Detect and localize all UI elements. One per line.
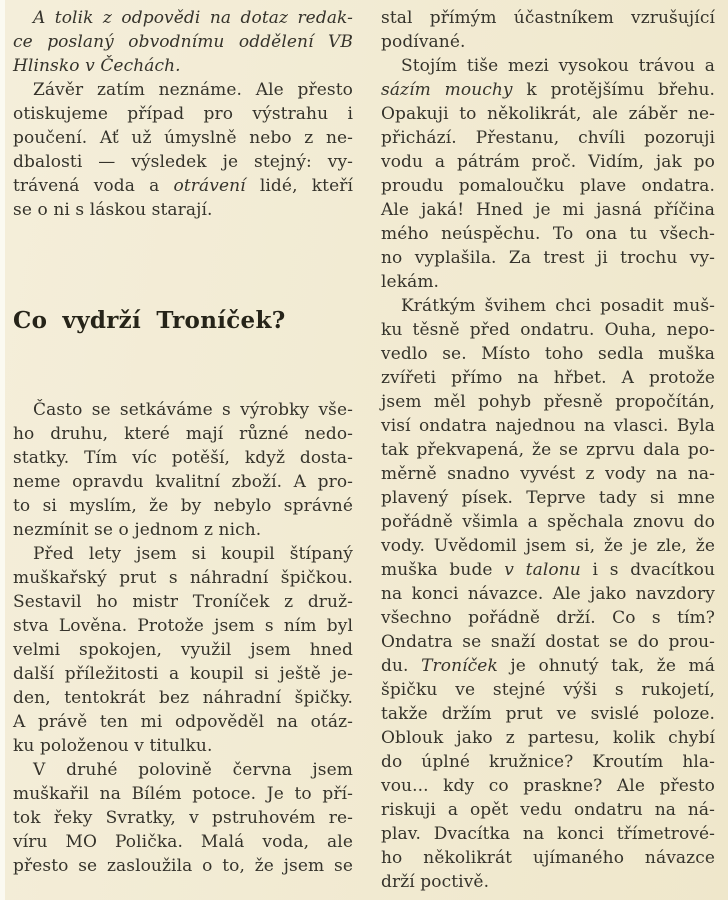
text-line: další příležitosti a koupil si ještě je- [13, 664, 353, 684]
text-line: Hlinsko v Čechách. [13, 56, 181, 76]
text-line: ho několikrát ujímaného návazce [381, 848, 715, 868]
text-line: vou... kdy co praskne? Ale přesto [381, 776, 715, 796]
paragraph [13, 758, 353, 878]
text-line: nezmínit se o jednom z nich. [13, 520, 262, 540]
text-line: do úplné kružnice? Kroutím hla- [381, 752, 715, 772]
paragraph [381, 54, 715, 294]
text-line: podívané. [381, 32, 466, 52]
text-line: muška bude v talonu i s dvacítkou [381, 560, 715, 580]
text-line: Ondatra se snaží dostat se do prou- [381, 632, 715, 652]
text-line: Stojím tiše mezi vysokou trávou a [401, 56, 715, 76]
text-line: dbalosti — výsledek je stejný: vy- [13, 152, 353, 172]
text-line: přesto se zasloužila o to, že jsem se [13, 856, 353, 876]
text-line: se o ni s láskou starají. [13, 200, 213, 220]
paragraph [13, 542, 353, 758]
text-line: visí ondatra najednou na vlasci. Byla [381, 416, 715, 436]
paragraph [13, 78, 353, 222]
text-line: Oblouk jako z partesu, kolik chybí [381, 728, 715, 748]
text-line: na konci návazce. Ale jako navzdory [381, 584, 715, 604]
text-line: Závěr zatím neznáme. Ale přesto [33, 80, 353, 100]
text-line: stva Lověna. Protože jsem s ním byl [13, 616, 353, 636]
text-line: Často se setkáváme s výrobky vše- [33, 400, 353, 420]
text-line: riskuji a opět vedu ondatru na ná- [381, 800, 715, 820]
text-line: neme opravdu kvalitní zboží. A pro- [13, 472, 353, 492]
text-line: vodu a pátrám proč. Vidím, jak po [381, 152, 715, 172]
text-line: pořádně všimla a spěchala znovu do [381, 512, 715, 532]
vertical-spacer [13, 222, 353, 306]
text-line: lekám. [381, 272, 440, 292]
paragraph [13, 398, 353, 542]
text-line: muškařský prut s náhradní špičkou. [13, 568, 353, 588]
text-line: vody. Uvědomil jsem si, že je zle, že [381, 536, 715, 556]
text-line: plav. Dvacítka na konci třímetrové- [381, 824, 715, 844]
text-line: všechno pořádně drží. Co s tím? [381, 608, 715, 628]
text-line: no vyplašila. Za trest ji trochu vy- [381, 248, 715, 268]
text-line: víru MO Polička. Malá voda, ale [13, 832, 353, 852]
section-heading: Co vydrží Troníček? [13, 307, 286, 334]
text-line: A právě ten mi odpověděl na otáz- [13, 712, 353, 732]
text-line: proudu pomaloučku plave ondatra. [381, 176, 715, 196]
text-line: statky. Tím víc potěší, když dosta- [13, 448, 353, 468]
paragraph [381, 6, 715, 54]
text-line: Před lety jsem si koupil štípaný [33, 544, 353, 564]
text-line: poučení. Ať už úmyslně nebo z ne- [13, 128, 353, 148]
text-line: ku položenou v titulku. [13, 736, 213, 756]
text-line: Opakuji to několikrát, ale záběr ne- [381, 104, 715, 124]
text-line: sázím mouchy k protějšímu břehu. [381, 80, 715, 100]
text-line: otiskujeme případ pro výstrahu i [13, 104, 353, 124]
text-line: muškařil na Bílém potoce. Je to pří- [13, 784, 353, 804]
text-line: ku těsně před ondatru. Ouha, nepo- [381, 320, 715, 340]
text-line: takže držím prut ve svislé poloze. [381, 704, 715, 724]
text-line: ce poslaný obvodnímu oddělení VB [13, 32, 353, 52]
text-line: tok řeky Svratky, v pstruhovém re- [13, 808, 353, 828]
vertical-spacer [13, 336, 353, 398]
text-line: trávená voda a otrávení lidé, kteří [13, 176, 353, 196]
text-line: Sestavil ho mistr Troníček z druž- [13, 592, 353, 612]
text-line: měrně snadno vyvést z vody na na- [381, 464, 715, 484]
text-line: drží poctivě. [381, 872, 490, 892]
text-line: špičku ve stejné výši s rukojetí, [381, 680, 715, 700]
text-line: přichází. Přestanu, chvíli pozoruji [381, 128, 715, 148]
text-line: velmi spokojen, využil jsem hned [13, 640, 353, 660]
page-left-edge [0, 0, 5, 900]
paragraph [381, 294, 715, 894]
paragraph [13, 6, 353, 78]
text-line: vedlo se. Místo toho sedla muška [381, 344, 715, 364]
text-line: ho druhu, které mají různé nedo- [13, 424, 353, 444]
text-line: du. Troníček je ohnutý tak, že má [381, 656, 715, 676]
text-line: plavený písek. Teprve tady si mne [381, 488, 715, 508]
column-left [13, 0, 353, 900]
text-line: zvířeti přímo na hřbet. A protože [381, 368, 715, 388]
text-line: den, tentokrát bez náhradní špičky. [13, 688, 353, 708]
text-line: tak překvapená, že se zprvu dala po- [381, 440, 715, 460]
text-line: A tolik z odpovědi na dotaz redak- [33, 8, 353, 28]
text-line: stal přímým účastníkem vzrušující [381, 8, 715, 28]
text-line: mého neúspěchu. To ona tu všech- [381, 224, 715, 244]
text-line: jsem měl pohyb přesně propočítán, [381, 392, 715, 412]
text-line: to si myslím, že by nebylo správné [13, 496, 353, 516]
column-right [381, 0, 715, 900]
text-line: Ale jaká! Hned je mi jasná příčina [381, 200, 715, 220]
text-line: Krátkým švihem chci posadit muš- [401, 296, 715, 316]
text-line: V druhé polovině června jsem [33, 760, 353, 780]
